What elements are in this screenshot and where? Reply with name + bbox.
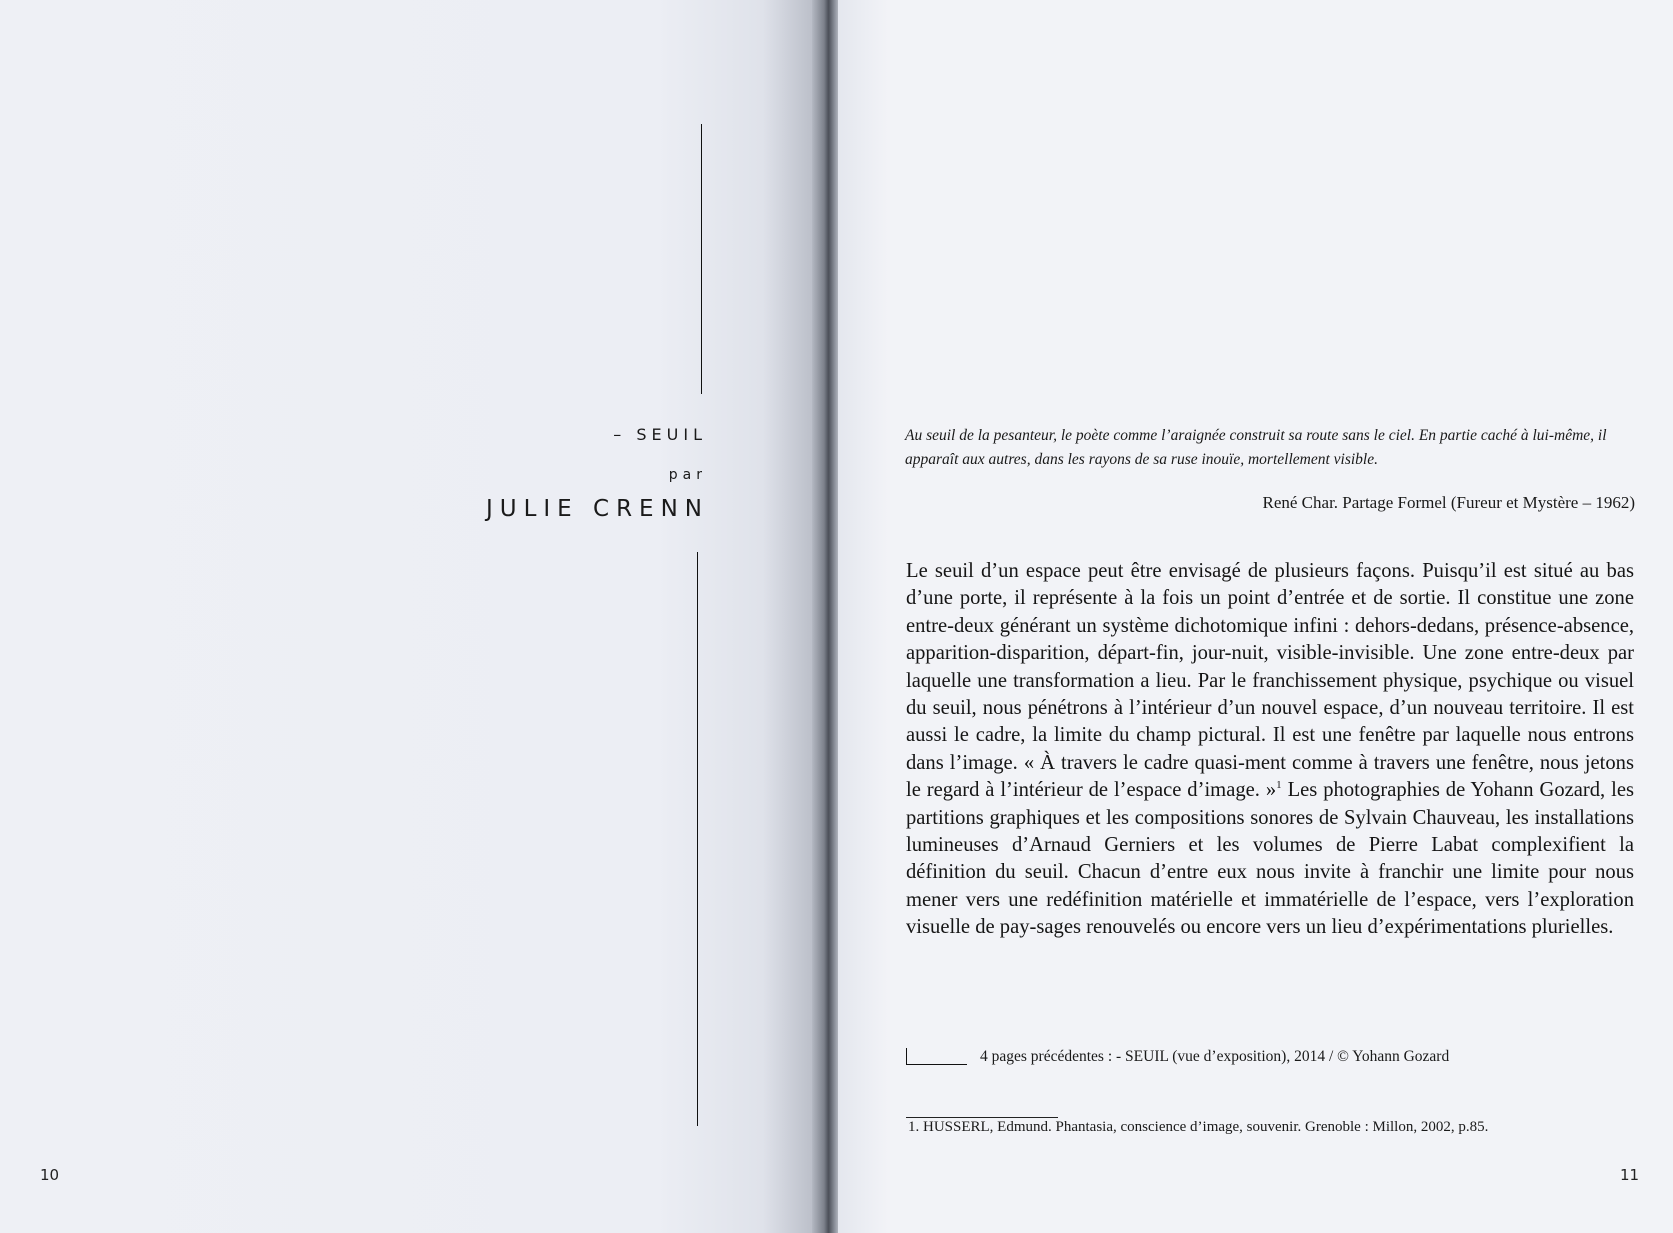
epigraph-source: René Char. Partage Formel (Fureur et Mystère – 1962) — [1262, 493, 1635, 512]
page-number-left: 10 — [40, 1166, 60, 1184]
caption-bracket-mark — [906, 1048, 967, 1065]
section-label: – SEUIL — [613, 425, 707, 444]
footnote: 1. HUSSERL, Edmund. Phantasia, conscience d’image, souvenir. Grenoble : Millon, 2002, p.85. — [908, 1119, 1489, 1135]
body-paragraph — [906, 558, 1634, 942]
body-text-part-2: Les photographies de Yohann Gozard, les partitions graphiques et les compositions sonores de Sylvain Chauveau, les installations lumineuses d’Arnaud Gerniers et les volumes de Pierre Labat complexifient la définition du seuil. Chacun d’entre eux nous invite à franchir une limite pour nous mener vers une redéfinition matérielle et immatérielle de l’espace, vers l’exploration visuelle de pay-sages renouvelés ou encore vers un lieu d’expérimentations plurielles. — [906, 779, 1634, 939]
bottom-vertical-rule — [697, 552, 698, 1126]
photo-caption — [906, 1046, 1646, 1068]
footnote-rule — [906, 1117, 1058, 1118]
left-page — [0, 0, 820, 1233]
page-number-right: 11 — [1620, 1166, 1640, 1184]
caption-text: 4 pages précédentes : - SEUIL (vue d’exposition), 2014 / © Yohann Gozard — [980, 1048, 1450, 1065]
by-label: par — [668, 467, 707, 483]
title-block — [440, 424, 709, 524]
top-vertical-rule — [701, 124, 702, 394]
author-name: JULIE CRENN — [485, 496, 709, 522]
footnote-reference: 1 — [1276, 779, 1282, 792]
epigraph: Au seuil de la pesanteur, le poète comme l’araignée construit sa route sans le ciel. En partie caché à lui-même, il apparaît aux autres, dans les rayons de sa ruse inouïe, mortellement visible. — [905, 427, 1607, 468]
body-text-part-1: Le seuil d’un espace peut être envisagé de plusieurs façons. Puisqu’il est situé au bas d’une porte, il représente à la fois un point d’entrée et de sortie. Il constitue une zone entre-deux générant un système dichotomique infini : dehors-dedans, présence-absence, apparition-disparition, départ-fin, jour-nuit, visible-invisible. Une zone entre-deux par laquelle une transformation a lieu. Par le franchissement physique, psychique ou visuel du seuil, nous pénétrons à l’intérieur d’un nouvel espace, d’un nouveau territoire. Il est aussi le cadre, la limite du champ pictural. Il est une fenêtre par laquelle nous entrons dans l’image. « À travers le cadre quasi-ment comme à travers une fenêtre, nous jetons le regard à l’intérieur de l’espace d’image. » — [906, 560, 1634, 802]
